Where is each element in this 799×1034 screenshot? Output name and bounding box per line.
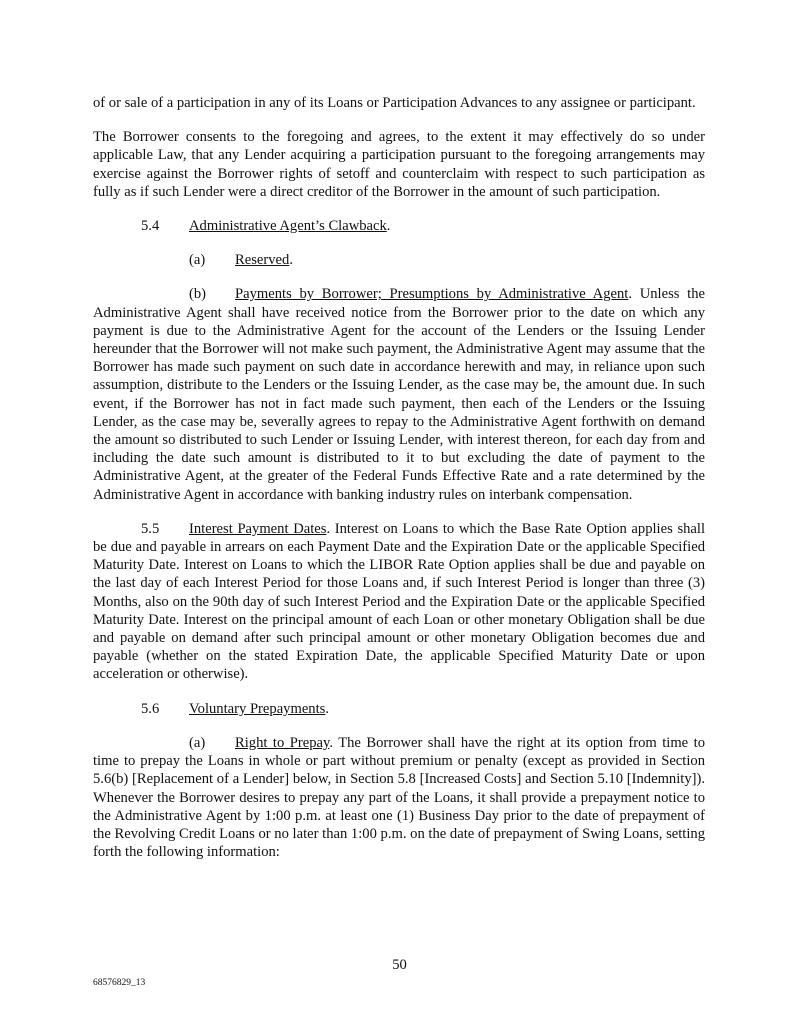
section-5-6-a [93,734,705,861]
subsection-title: Reserved [235,252,290,269]
section-title: Voluntary Prepayments [189,700,326,717]
document-body [93,94,705,861]
section-title: Interest Payment Dates [189,520,327,537]
subsection-title: Right to Prepay [235,734,330,751]
subsection-body: . The Borrower shall have the right at its option from time to time to prepay the Loans in whole or part without premium or penalty (except as provided in Section 5.6(b) [Replacement of a Lender] below, in Section 5.8 [Increased Costs] and Section 5.10 [Indemnity]). Whenever the Borrower desires to prepay any part of the Loans, it shall provide a prepayment notice to the Administrative Agent by 1:00 p.m. at least one (1) Business Day prior to the date of prepayment of the Revolving Credit Loans or no later than 1:00 p.m. on the date of prepayment of Swing Loans, setting forth the following information: [93,734,705,861]
section-5-5 [93,520,705,684]
subsection-title: Payments by Borrower; Presumptions by Administrative Agent [235,286,629,303]
paragraph-continuation: of or sale of a participation in any of its Loans or Participation Advances to any assignee or participant. [93,95,696,111]
section-5-4-b [93,285,705,503]
page-number: 50 [392,957,407,973]
subsection-body: . Unless the Administrative Agent shall have received notice from the Borrower prior to the date on which any payment is due to the Administrative Agent for the account of the Lenders or the Issuing Lender hereunder that the Borrower will not make such payment, the Administrative Agent may assume that the Borrower has made such payment on such date in accordance herewith and may, in reliance upon such assumption, distribute to the Lenders or the Issuing Lender, as the case may be, the amount due. In such event, if the Borrower has not in fact made such payment, then each of the Lenders or the Issuing Lender, as the case may be, severally agrees to repay to the Administrative Agent forthwith on demand the amount so distributed to such Lender or Issuing Lender, with interest thereon, for each day from and including the date such amount is distributed to it to but excluding the date of payment to the Administrative Agent, at the greater of the Federal Funds Effective Rate and a rate determined by the Administrative Agent in accordance with banking industry rules on interbank compensation. [93,286,705,503]
paragraph-borrower-consent: The Borrower consents to the foregoing and agrees, to the extent it may effectively do so under applicable Law, that any Lender acquiring a participation pursuant to the foregoing arrangements may exercise against the Borrower rights of setoff and counterclaim with respect to such participation as fully as if such Lender were a direct creditor of the Borrower in the amount of such participation. [93,129,705,200]
section-body: . Interest on Loans to which the Base Rate Option applies shall be due and payable in arrears on each Payment Date and the Expiration Date or the applicable Specified Maturity Date. Interest on Loans to which the LIBOR Rate Option applies shall be due and payable on the last day of each Interest Period for those Loans and, if such Interest Period is longer than three (3) Months, also on the 90th day of such Interest Period and the Expiration Date or the applicable Specified Maturity Date. Interest on the principal amount of each Loan or other monetary Obligation shall be due and payable on demand after such principal amount or other monetary Obligation becomes due and payable (whether on the stated Expiration Date, the applicable Specified Maturity Date or upon acceleration or otherwise). [93,520,706,683]
section-5-6-heading: 5.6 Voluntary Prepayments. [141,700,329,717]
section-number: 5.6 [141,700,160,717]
subsection-number: (a) [189,252,206,269]
section-number: 5.5 [141,520,160,537]
section-5-4-heading: 5.4 Administrative Agent’s Clawback. [141,218,391,235]
section-title: Administrative Agent’s Clawback [189,218,387,235]
document-id: 68576829_13 [93,978,146,988]
section-5-4-a: (a) Reserved. [189,252,293,269]
subsection-number: (a) [189,734,206,751]
subsection-number: (b) [189,286,207,303]
section-number: 5.4 [141,218,160,235]
